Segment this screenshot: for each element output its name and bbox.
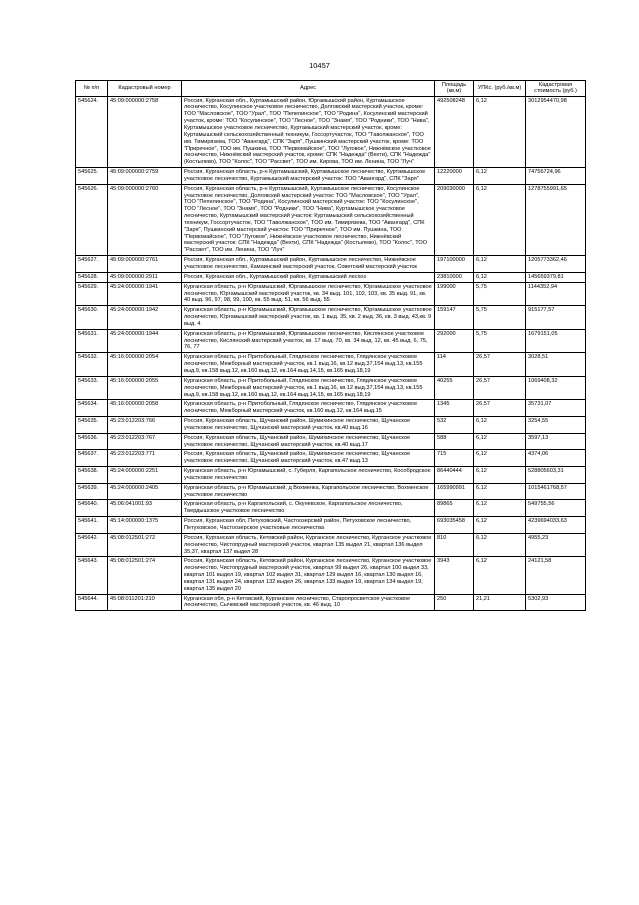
upks: 6,12 <box>474 483 526 500</box>
area: 197100000 <box>435 256 474 273</box>
cadastral-number: 45:09:000000:2758 <box>108 96 182 167</box>
cadastral-number: 45:16:000000:2054 <box>108 353 182 377</box>
table-row <box>76 184 586 255</box>
area: 159147 <box>435 306 474 330</box>
cadastral-number: 45:23:012203:767 <box>108 433 182 450</box>
area: 532 <box>435 417 474 434</box>
table-row <box>76 256 586 273</box>
address: Курганская область, р-н Юргамышский, д Вохменка, Каргапольское лесничество, Вохменское участковое лесничество <box>182 483 435 500</box>
table-row <box>76 282 586 306</box>
row-number: 545627. <box>76 256 108 273</box>
table-row <box>76 376 586 400</box>
address: Курганская область, р-н Притобольный, Глядянское лесничество, Глядянское участковое лесничество, Межборный мастерский участок, кв.1 выд.16, кв.12 выд.37,154 выд.13, кв.155 выд.9, кв.158 выд.12, кв.160 выд.12, кв.164 выд.14,15, кв.165 выд.18,19 <box>182 376 435 400</box>
upks: 26,57 <box>474 400 526 417</box>
header-cadastral-number: Кадастровый номер <box>108 81 182 97</box>
cadastral-number: 45:09:000000:2761 <box>108 256 182 273</box>
row-number: 545638. <box>76 467 108 484</box>
area: 693035458 <box>435 517 474 534</box>
header-address: Адрес <box>182 81 435 97</box>
address: Курганская обл, р-н Кетовский, Курганское лесничество, Старопросветское участковое лесничество, Сычевский мастерский участок, кв. 46 выд. 10 <box>182 594 435 611</box>
address: Россия, Курганская обл, Петуховский, Частоозерский район, Петуховское лесничество, Петуховское, Частоозерское участковые лесничества <box>182 517 435 534</box>
row-number: 545628. <box>76 272 108 282</box>
area: 114 <box>435 353 474 377</box>
upks: 6,12 <box>474 533 526 557</box>
upks: 6,12 <box>474 433 526 450</box>
cadastral-value: 1278755991,65 <box>526 184 586 255</box>
table-row <box>76 96 586 167</box>
cadastral-number: 45:24:000000:1942 <box>108 306 182 330</box>
cadastral-number: 45:06:041001:93 <box>108 500 182 517</box>
table-row <box>76 467 586 484</box>
cadastral-value: 1015461768,57 <box>526 483 586 500</box>
cadastral-value: 5302,93 <box>526 594 586 611</box>
table-row <box>76 306 586 330</box>
upks: 6,12 <box>474 96 526 167</box>
cadastral-number: 45:08:012501:272 <box>108 533 182 557</box>
cadastral-value: 1144352,94 <box>526 282 586 306</box>
row-number: 545625. <box>76 168 108 185</box>
address: Россия, Курганская область, Щучанский район, Шумихинское лесничество, Щучанское участковое лесничество, Щучанский мастерский участок, кв.40 выд.16 <box>182 417 435 434</box>
area: 12220000 <box>435 168 474 185</box>
row-number: 545641. <box>76 517 108 534</box>
address: Курганская область, р-н Юргамышский, с. Губерля, Каргапольское лесничество, Кособродское участковое лесничество <box>182 467 435 484</box>
cadastral-value: 3597,13 <box>526 433 586 450</box>
table-row <box>76 417 586 434</box>
upks: 6,12 <box>474 500 526 517</box>
cadastral-number: 45:14:000000:1375 <box>108 517 182 534</box>
cadastral-number: 45:23:012203:766 <box>108 417 182 434</box>
address: Россия, Курганская обл., Куртамышский район, Куртамышское лесничество, Нижнёвское участковое лесничество, Камаинский мастерский участок, Советский мастерский участок <box>182 256 435 273</box>
header-upks: УПКс. (руб./кв.м) <box>474 81 526 97</box>
upks: 6,12 <box>474 272 526 282</box>
table-row <box>76 168 586 185</box>
area: 165990991 <box>435 483 474 500</box>
address: Курганская область, р-н Юргамышский, Юргамышское лесничество, Юргамышское участковое лесничество, Юргамышский мастерский участок, кв. 1 выд. 35, кв. 2 выд. 36, кв. 3 выд. 43,кв. 9 выд. 4 <box>182 306 435 330</box>
cadastral-number: 45:09:000000:2911 <box>108 272 182 282</box>
upks: 5,75 <box>474 329 526 353</box>
area: 715 <box>435 450 474 467</box>
cadastral-number: 45:08:011201:210 <box>108 594 182 611</box>
area: 40255 <box>435 376 474 400</box>
address: Россия, Курганская область, Щучанский район, Шумихинское лесничество, Щучанское участковое лесничество, Щучанский мастерский участок, кв.40 выд.17 <box>182 433 435 450</box>
row-number: 545632. <box>76 353 108 377</box>
table-row <box>76 557 586 594</box>
cadastral-value: 4955,23 <box>526 533 586 557</box>
table-row <box>76 483 586 500</box>
table-row <box>76 272 586 282</box>
upks: 6,12 <box>474 168 526 185</box>
cadastral-number: 45:23:012203:771 <box>108 450 182 467</box>
row-number: 545629. <box>76 282 108 306</box>
row-number: 545643. <box>76 557 108 594</box>
area: 588 <box>435 433 474 450</box>
cadastral-value: 24121,58 <box>526 557 586 594</box>
cadastral-value: 145659379,81 <box>526 272 586 282</box>
upks: 26,57 <box>474 376 526 400</box>
address: Россия, Курганская обл., Куртамышский район, Куртамышский лесхоз <box>182 272 435 282</box>
cadastral-value: 549755,56 <box>526 500 586 517</box>
row-number: 545639. <box>76 483 108 500</box>
table-row <box>76 329 586 353</box>
cadastral-number: 45:24:000000:2405 <box>108 483 182 500</box>
cadastral-value: 3254,55 <box>526 417 586 434</box>
cadastral-value: 3028,51 <box>526 353 586 377</box>
upks: 21,21 <box>474 594 526 611</box>
header-number: № п/п <box>76 81 108 97</box>
cadastral-number: 45:24:000000:1944 <box>108 329 182 353</box>
upks: 6,12 <box>474 184 526 255</box>
area: 23810000 <box>435 272 474 282</box>
address: Россия, Курганская область, р-н Куртамышский, Куртамышское лесничество, Косулинское участковое лесничество, Долговский мастерский участок: ТОО "Масловское", ТОО "Урал", ТОО "Пепелинское", ТОО "Родина", Косулинский мастерский участок: ТОО "Косулинское", ТОО "Лесное", ТОО "Знамя", ТОО "Родники", ТОО "Нива", Куртамышское участковое лесничество, Куртамышский мастерский участок: Куртамышский сельскохозяйственный техникум, Госсортучасток, ТОО "Таволжанское", ТОО им. Тимирязева, ТОО "Авангард", СПК "Заря", Пушкинский мастерский участок: ТОО "Приречное", ТОО им. Пушкина, ТОО "Первомайское", ТОО "Луговое", Нижнёвское участковое лесничество, Нижнёвский мастерский участок: СПК "Надежда" (Вехти), СПК "Надежда" (Костылево), ТОО "Колос", ТОО "Рассвет", ТОО им. Ленина, ТОО "Луч" <box>182 184 435 255</box>
address: Курганская область, р-н Каргапольский, с. Окуневское, Каргапольское лесничество, Твердышское участковое лесничество <box>182 500 435 517</box>
area: 199000 <box>435 282 474 306</box>
table-row <box>76 533 586 557</box>
upks: 6,12 <box>474 467 526 484</box>
row-number: 545624. <box>76 96 108 167</box>
table-row <box>76 450 586 467</box>
cadastral-value: 1069408,32 <box>526 376 586 400</box>
cadastral-number: 45:24:000000:2251 <box>108 467 182 484</box>
page-number: 10457 <box>309 61 330 70</box>
cadastral-number: 45:09:000000:2759 <box>108 168 182 185</box>
header-cadastral-value: Кадастровая стоимость (руб.) <box>526 81 586 97</box>
address: Курганская область, р-н Юргамышский, Юргамышское лесничество, Юргамышское участковое лесничество, Юргамышский мастерский участок, кв. 34 выд. 101, 102, 103, кв. 35 выд. 91, кв. 40 выд. 96, 97, 98, 99, 100, кв. 55 выд. 51, кв. 56 выд. 55 <box>182 282 435 306</box>
row-number: 545636. <box>76 433 108 450</box>
area: 810 <box>435 533 474 557</box>
table-row <box>76 433 586 450</box>
cadastral-table <box>75 80 586 611</box>
cadastral-value: 4374,06 <box>526 450 586 467</box>
cadastral-number: 45:16:000000:2058 <box>108 400 182 417</box>
row-number: 545626. <box>76 184 108 255</box>
row-number: 545634. <box>76 400 108 417</box>
address: Россия, Курганская область, р-н Куртамышский, Куртамышское лесничество, Куртамышское участковое лесничество, Куртамышский мастерский участок: ТОО "Авангард", СПК "Заря" <box>182 168 435 185</box>
address: Курганская область, р-н Юргамышский, Юргамышское лесничество, Кислянское участковое лесничество, Кислянский мастерский участок, кв. 17 выд. 70, кв. 34 выд. 12, кв. 45 выд. 6, 75, 76, 77 <box>182 329 435 353</box>
header-area: Площадь (кв.м) <box>435 81 474 97</box>
table-row <box>76 400 586 417</box>
row-number: 545637. <box>76 450 108 467</box>
cadastral-number: 45:24:000000:1941 <box>108 282 182 306</box>
area: 1345 <box>435 400 474 417</box>
address: Курганская область, р-н Притобольный, Глядянское лесничество, Глядянское участковое лесничество, Межборный мастерский участок, кв.1 выд.16, кв.12 выд.37,154 выд.13, кв.155 выд.9, кв.158 выд.12, кв.160 выд.12, кв.164 выд.14,15, кв.165 выд.18,19 <box>182 353 435 377</box>
table-row <box>76 517 586 534</box>
cadastral-value: 4239694033,63 <box>526 517 586 534</box>
row-number: 545640. <box>76 500 108 517</box>
table-header-row <box>76 81 586 97</box>
cadastral-value: 35731,07 <box>526 400 586 417</box>
area: 89865 <box>435 500 474 517</box>
address: Россия, Курганская область, Щучанский район, Шумихинское лесничество, Щучанское участковое лесничество, Щучанский мастерский участок, кв.47 выд.13 <box>182 450 435 467</box>
cadastral-value: 1205773362,46 <box>526 256 586 273</box>
upks: 6,12 <box>474 450 526 467</box>
cadastral-value: 3012954470,98 <box>526 96 586 167</box>
row-number: 545631. <box>76 329 108 353</box>
cadastral-value: 528805603,31 <box>526 467 586 484</box>
cadastral-value: 1679151,05 <box>526 329 586 353</box>
cadastral-number: 45:16:000000:2055 <box>108 376 182 400</box>
area: 292000 <box>435 329 474 353</box>
cadastral-value: 74756724,96 <box>526 168 586 185</box>
table-row <box>76 500 586 517</box>
row-number: 545630. <box>76 306 108 330</box>
upks: 6,12 <box>474 557 526 594</box>
area: 3943 <box>435 557 474 594</box>
area: 86440444 <box>435 467 474 484</box>
address: Россия, Курганская обл., Куртамышский район, Юргамышский район, Куртамышское лесничество, Косулинское участковое лесничество, Долговский мастерский участок, кроме: ТОО "Масловское", ТОО "Урал", ТОО "Пепелинское", ТОО "Родина", Косулинский мастерский участок, кроме: ТОО "Косулинское", ТОО "Лесное", ТОО "Знамя", ТОО "Родники", ТОО "Нива", Куртамышское участковое лесничество, Куртамышский мастерский участок, кроме: Куртамышский сельскохозяйственный техникум, Госсортучасток, ТОО "Таволжанское", ТОО им. Тимирязева, ТОО "Авангард", СПК "Заря", Пушкинский мастерский участок, кроме: ТОО "Приречное", ТОО им. Пушкина, ТОО "Первомайское", ТОО "Луговое", Нижнёвское участковое лесничество, Нижнёвский мастерский участок, кроме: СПК "Надежда" (Вехти), СПК "Надежда" (Костылево), ТОО "Колос", ТОО "Рассвет", ТОО им. Кирова, ТОО им. Ленина, ТОО "Луч" <box>182 96 435 167</box>
table-row <box>76 594 586 611</box>
area: 250 <box>435 594 474 611</box>
area: 492508248 <box>435 96 474 167</box>
row-number: 545642. <box>76 533 108 557</box>
address: Россия, Курганская область, Кетовский район, Курганское лесничество, Курганское участковое лесничество, Чистопрудный мастерский участок, квартал 99 выдел 26, квартал 100 выдел 33, квартал 101 выдел 19, квартал 102 выдел 31, квартал 129 выдел 16, квартал 130 выдел 16, квартал 131 выдел 24, квартал 132 выдел 26, квартал 133 выдел 19, квартал 134 выдел 19, квартал 135 выдел 20 <box>182 557 435 594</box>
upks: 26,57 <box>474 353 526 377</box>
cadastral-value: 915177,57 <box>526 306 586 330</box>
upks: 5,75 <box>474 282 526 306</box>
address: Россия, Курганская область, Кетовский район, Курганское лесничество, Курганское участковое лесничество, Чистопрудный мастерский участок, квартал 135 выдел 21, квартал 136 выдел 35,37, квартал 137 выдел 28 <box>182 533 435 557</box>
upks: 6,12 <box>474 417 526 434</box>
upks: 6,12 <box>474 517 526 534</box>
upks: 5,75 <box>474 306 526 330</box>
upks: 6,12 <box>474 256 526 273</box>
cadastral-number: 45:08:012501:274 <box>108 557 182 594</box>
row-number: 545633. <box>76 376 108 400</box>
row-number: 545635. <box>76 417 108 434</box>
table-row <box>76 353 586 377</box>
cadastral-number: 45:09:000000:2760 <box>108 184 182 255</box>
area: 209030000 <box>435 184 474 255</box>
row-number: 545644. <box>76 594 108 611</box>
address: Курганская область, р-н Притобольный, Глядянское лесничество, Глядянское участковое лесничество, Межборный мастерский участок, кв.160 выд.12, кв.164 выд.15 <box>182 400 435 417</box>
